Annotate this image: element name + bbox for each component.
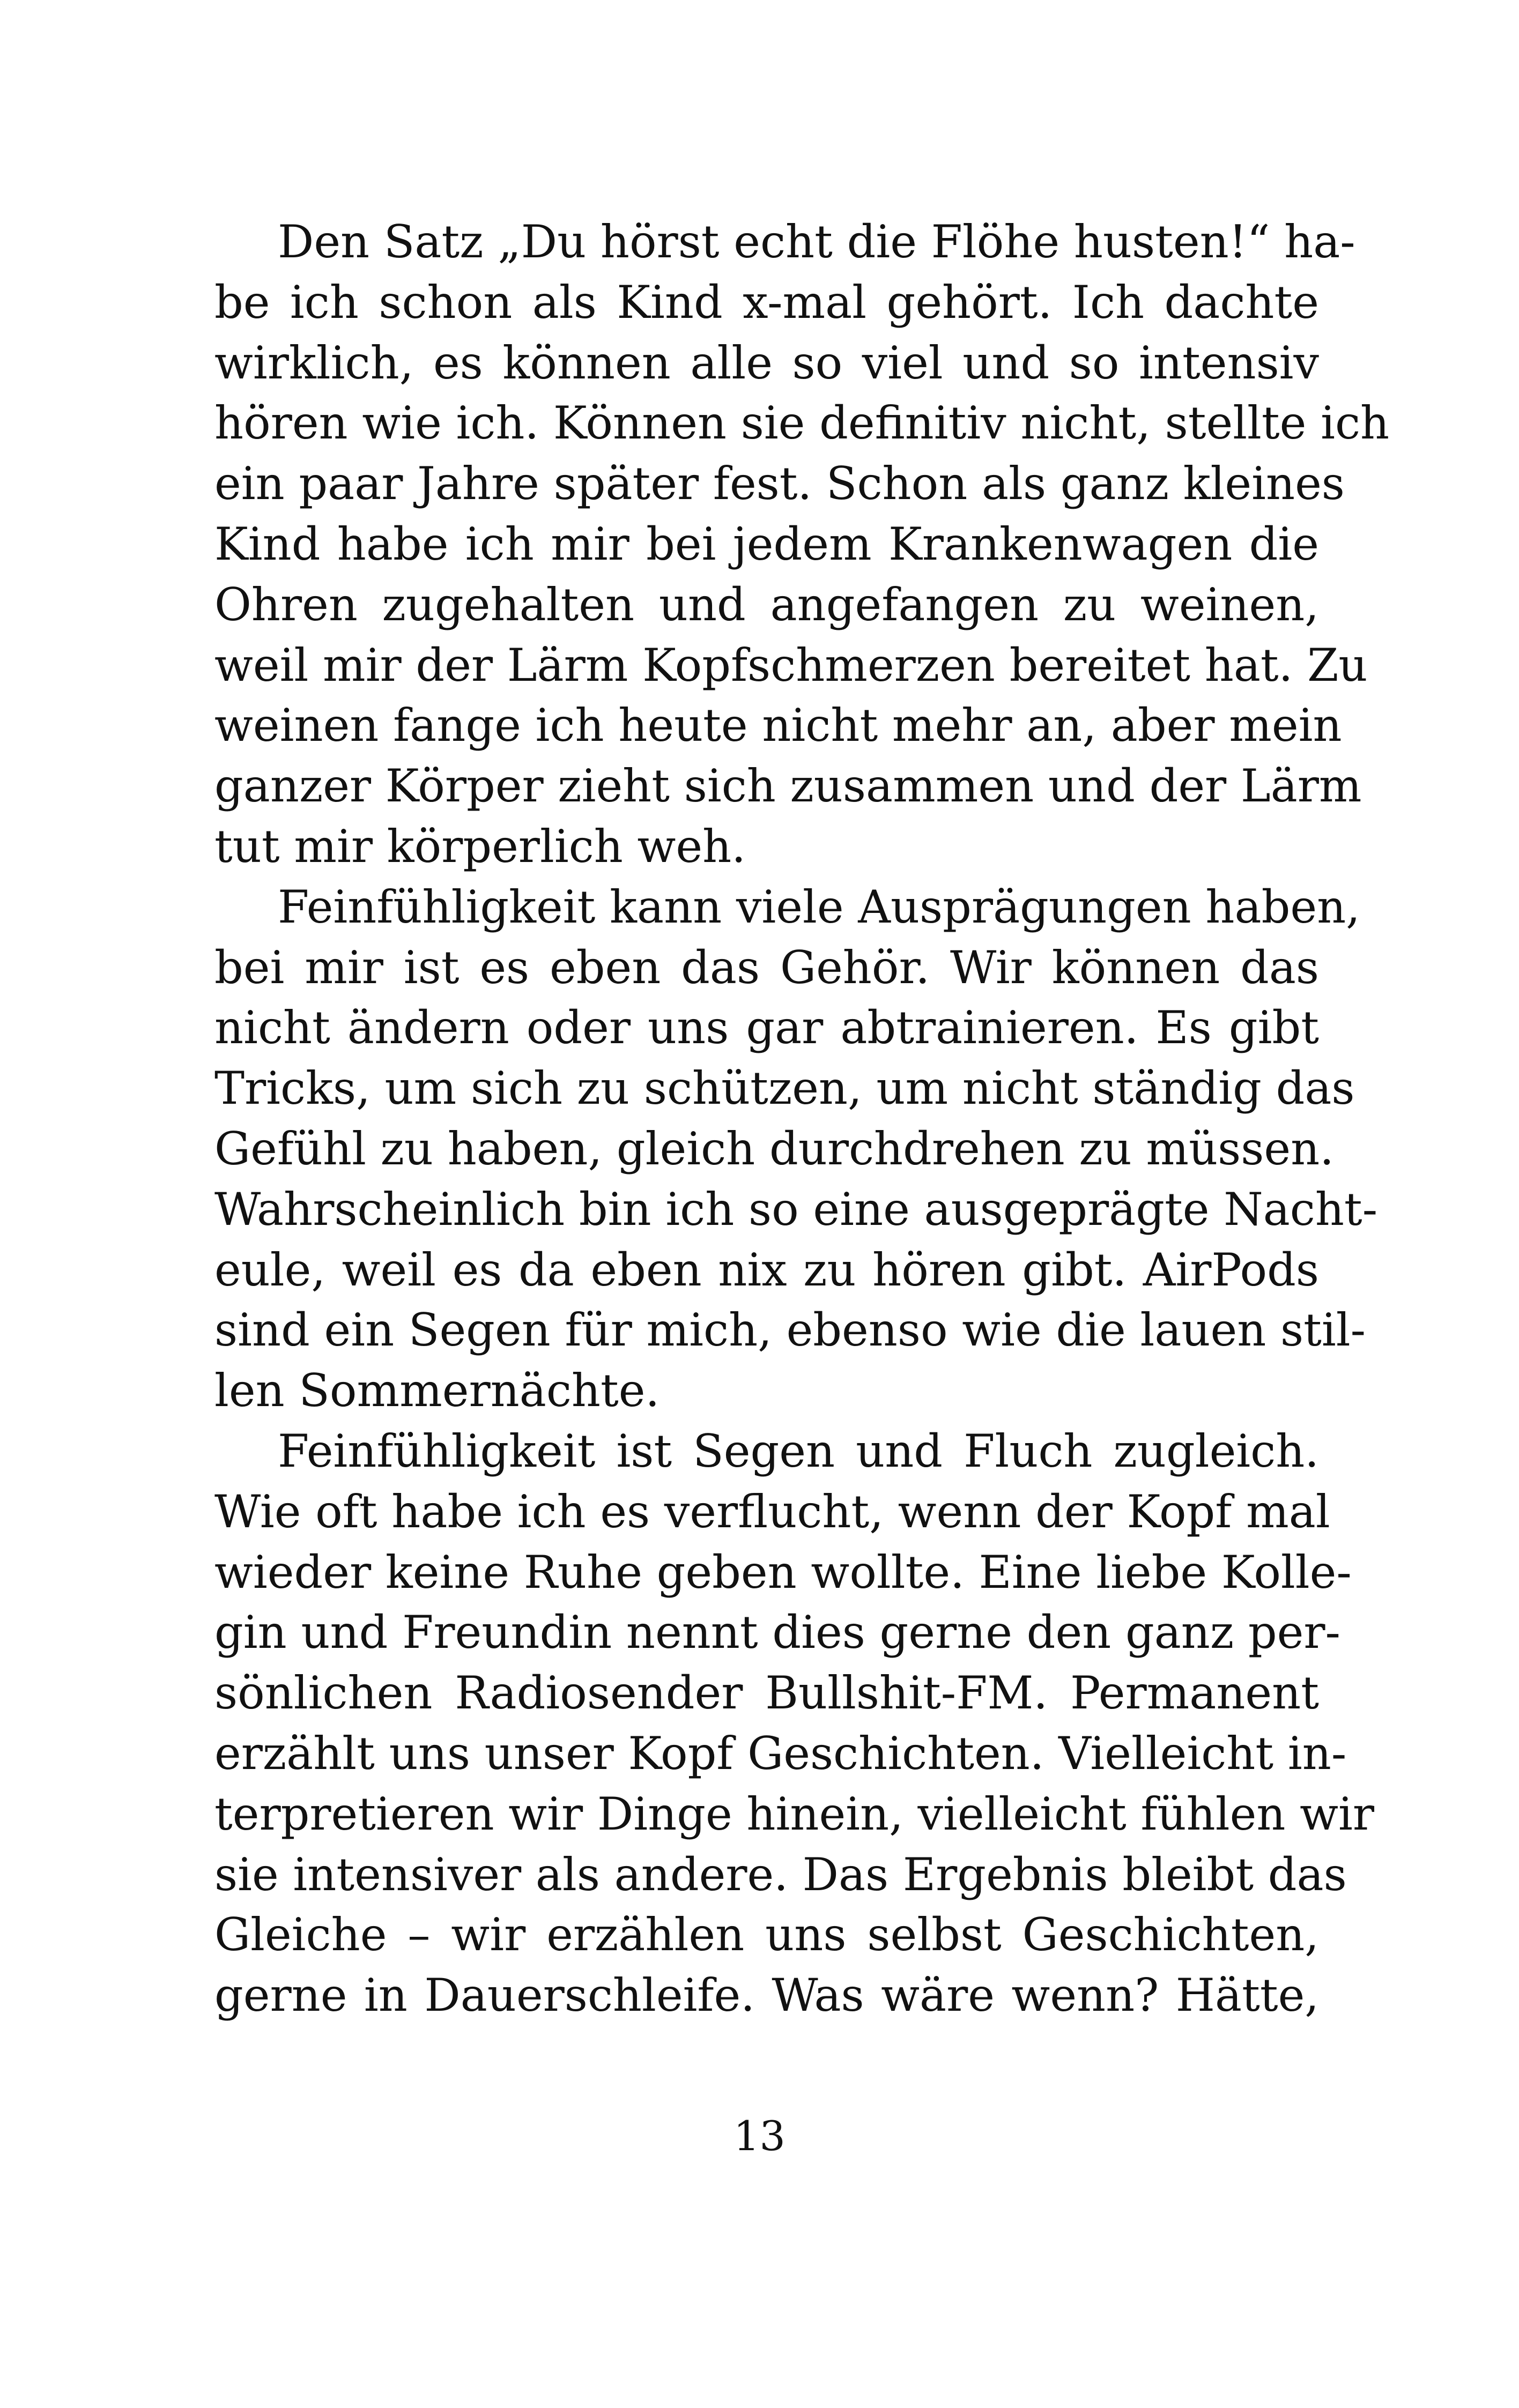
text-line: eule, weil es da eben nix zu hören gibt. AirPods — [214, 1243, 1319, 1296]
body-text — [214, 212, 1390, 2026]
text-line: be ich schon als Kind x-mal gehört. Ich dachte — [214, 276, 1319, 329]
text-line: Den Satz „Du hörst echt die Flöhe husten!“ ha- — [278, 215, 1355, 268]
text-line: ein paar Jahre später fest. Schon als ganz kleines — [214, 457, 1345, 510]
text-line: gin und Freundin nennt dies gerne den ganz per- — [214, 1606, 1340, 1659]
text-line: Kind habe ich mir bei jedem Krankenwagen die — [214, 517, 1319, 570]
text-line: erzählt uns unser Kopf Geschichten. Vielleicht in- — [214, 1727, 1347, 1780]
text-line: tut mir körperlich weh. — [214, 820, 746, 873]
text-line: sie intensiver als andere. Das Ergebnis bleibt das — [214, 1848, 1347, 1901]
text-line: Gleiche – wir erzählen uns selbst Geschichten, — [214, 1908, 1319, 1961]
text-line: Tricks, um sich zu schützen, um nicht ständig das — [214, 1062, 1355, 1115]
text-line: sind ein Segen für mich, ebenso wie die lauen stil- — [214, 1304, 1366, 1357]
text-line: Gefühl zu haben, gleich durchdrehen zu müssen. — [214, 1122, 1334, 1175]
text-line: nicht ändern oder uns gar abtrainieren. Es gibt — [214, 1001, 1319, 1054]
text-line: Feinfühligkeit ist Segen und Fluch zugleich. — [278, 1424, 1319, 1477]
text-line: weil mir der Lärm Kopfschmerzen bereitet hat. Zu — [214, 638, 1368, 692]
text-line: len Sommernächte. — [214, 1364, 660, 1417]
text-line: wieder keine Ruhe geben wollte. Eine liebe Kolle- — [214, 1545, 1352, 1599]
text-line: ganzer Körper zieht sich zusammen und der Lärm — [214, 760, 1362, 813]
text-line: Ohren zugehalten und angefangen zu weinen, — [214, 578, 1319, 631]
text-line: weinen fange ich heute nicht mehr an, aber mein — [214, 699, 1342, 752]
text-line: sönlichen Radiosender Bullshit-FM. Permanent — [214, 1667, 1319, 1720]
text-line: Wie oft habe ich es verflucht, wenn der Kopf mal — [214, 1485, 1330, 1538]
text-line: Feinfühligkeit kann viele Ausprägungen haben, — [278, 880, 1360, 933]
page-number: 13 — [733, 2112, 786, 2160]
text-line: hören wie ich. Können sie definitiv nicht, stellte ich — [214, 397, 1390, 450]
text-line: wirklich, es können alle so viel und so intensiv — [214, 336, 1319, 389]
text-line: Wahrscheinlich bin ich so eine ausgeprägte Nacht- — [214, 1183, 1378, 1236]
text-line: bei mir ist es eben das Gehör. Wir können das — [214, 941, 1319, 994]
text-line: terpretieren wir Dinge hinein, vielleicht fühlen wir — [214, 1787, 1375, 1840]
text-line: gerne in Dauerschleife. Was wäre wenn? Hätte, — [214, 1969, 1319, 2022]
